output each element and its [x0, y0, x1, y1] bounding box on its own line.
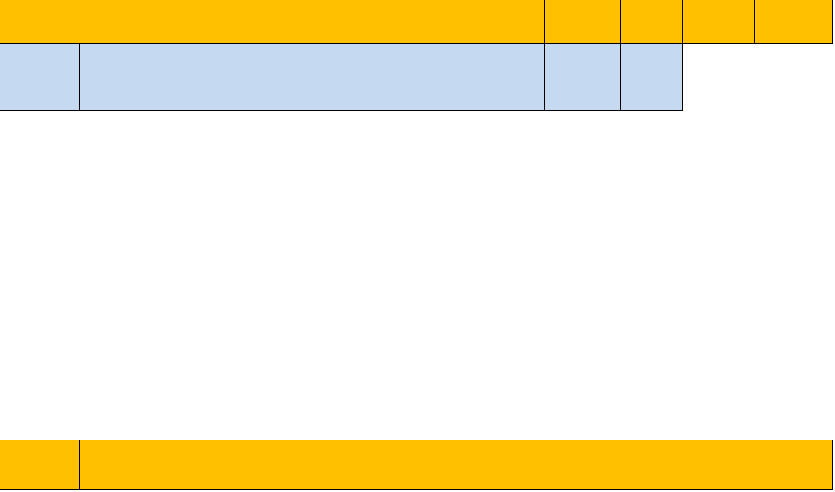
value-medium — [621, 76, 682, 92]
value-ghosts — [545, 60, 620, 76]
row-label — [0, 44, 79, 60]
column-header-gh-nrw[interactable] — [683, 0, 755, 44]
column-header-medium[interactable] — [621, 0, 683, 44]
value-medium — [621, 60, 682, 76]
row-description — [80, 44, 544, 60]
row-description — [80, 93, 544, 109]
value-medium — [621, 44, 682, 60]
section-0-column-ghosts[interactable] — [545, 44, 621, 111]
value-ghosts — [545, 76, 620, 92]
row-description — [80, 76, 544, 92]
row-description — [80, 60, 544, 76]
section-0-column-text[interactable] — [80, 44, 545, 111]
row-label — [0, 76, 79, 92]
column-header-gh-nrwup[interactable] — [755, 0, 833, 44]
value-medium — [621, 93, 682, 109]
section-0-column-medium[interactable] — [621, 44, 683, 111]
value-ghosts — [545, 44, 620, 60]
footer-label-cell[interactable] — [0, 440, 80, 490]
column-header-ghosts-total[interactable] — [545, 0, 621, 44]
section-0-column-label[interactable] — [0, 44, 80, 111]
title-cell[interactable] — [0, 0, 545, 44]
row-label — [0, 60, 79, 76]
value-ghosts — [545, 93, 620, 109]
footer-note-cell[interactable] — [80, 440, 833, 490]
row-label — [0, 93, 79, 109]
